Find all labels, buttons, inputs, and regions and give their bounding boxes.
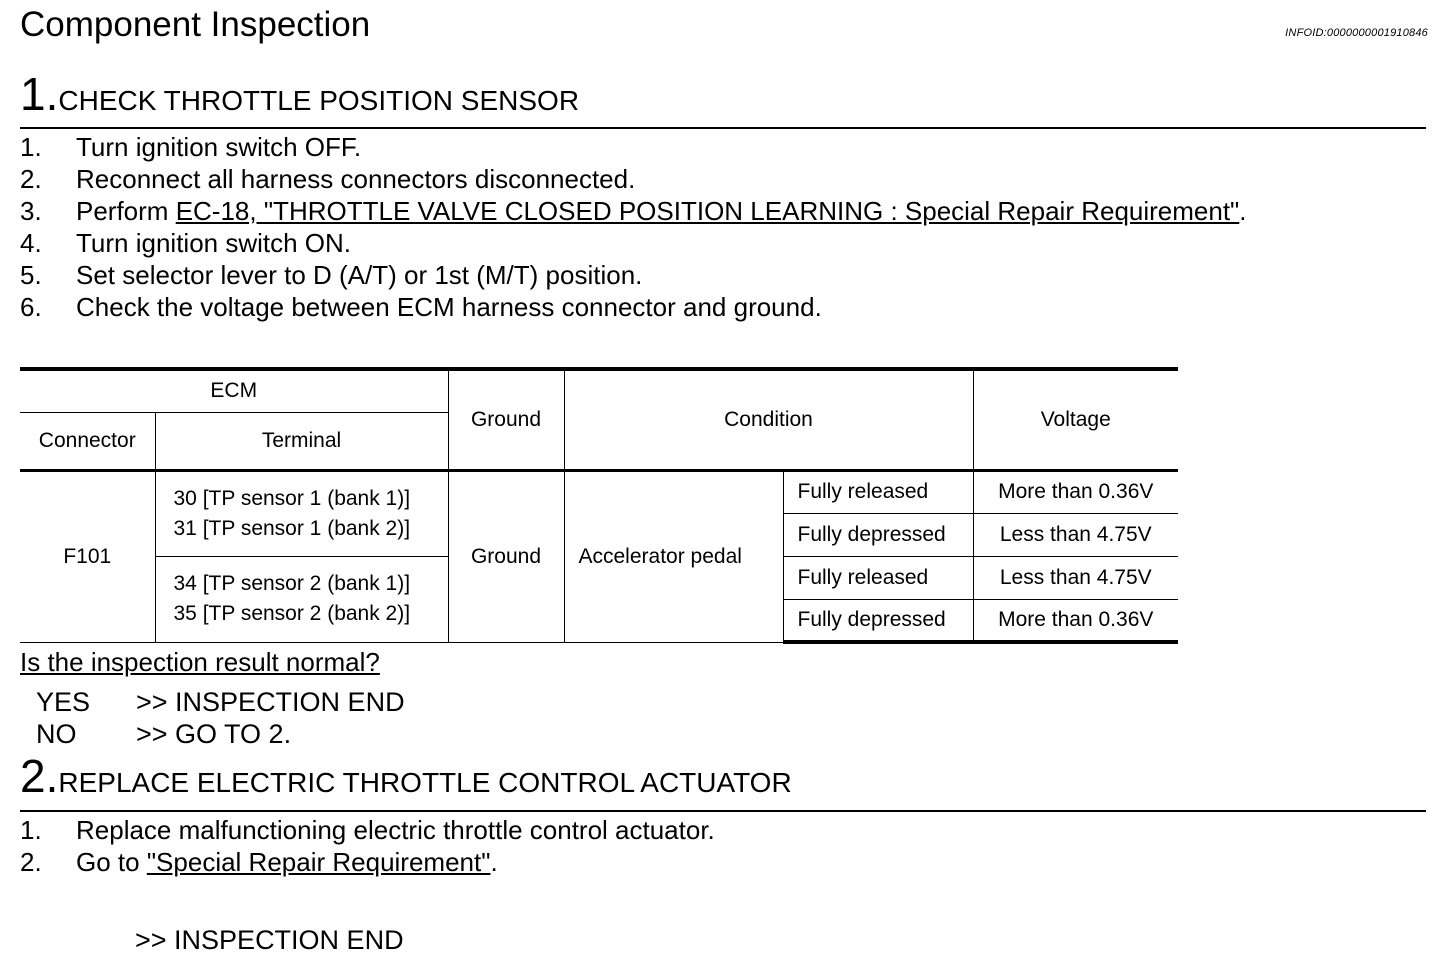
voltage-cell: Less than 4.75V (973, 513, 1178, 556)
list-item: 1. Turn ignition switch OFF. (20, 132, 362, 162)
step-1-heading (20, 68, 580, 120)
info-id: INFOID:0000000001910846 (1285, 27, 1428, 39)
list-item: 2. Go to "Special Repair Requirement". (20, 847, 498, 877)
special-repair-link[interactable]: "Special Repair Requirement" (146, 847, 491, 877)
list-item: 4. Turn ignition switch ON. (20, 228, 352, 258)
condition-header: Condition (564, 369, 973, 470)
inspection-end: >> INSPECTION END (135, 925, 404, 955)
ground-header: Ground (448, 369, 564, 470)
step-1-divider (20, 127, 1426, 129)
voltage-header: Voltage (973, 369, 1178, 470)
page-title: Component Inspection (20, 5, 371, 44)
step-2-number: 2. (20, 750, 59, 802)
list-item: 6. Check the voltage between ECM harness connector and ground. (20, 292, 822, 322)
list-item: 2. Reconnect all harness connectors disconnected. (20, 164, 636, 194)
terminal-cell: 34 [TP sensor 2 (bank 1)] 35 [TP sensor 2 (bank 2)] (155, 556, 448, 642)
terminal-cell: 30 [TP sensor 1 (bank 1)] 31 [TP sensor 1 (bank 2)] (155, 470, 448, 556)
yes-answer: YES >> INSPECTION END (36, 687, 405, 717)
list-item: 3. Perform EC-18, "THROTTLE VALVE CLOSED POSITION LEARNING : Special Repair Requirement". (20, 196, 1247, 226)
voltage-cell: More than 0.36V (973, 599, 1178, 642)
condition-cell: Fully released (783, 556, 973, 599)
ecm-header: ECM (20, 369, 448, 412)
voltage-cell: Less than 4.75V (973, 556, 1178, 599)
throttle-learning-link[interactable]: EC-18, "THROTTLE VALVE CLOSED POSITION LEARNING : Special Repair Requirement" (175, 196, 1240, 226)
table-row (20, 470, 1178, 513)
result-answers (36, 686, 405, 750)
step-2-divider (20, 810, 1426, 812)
condition-cell: Fully depressed (783, 599, 973, 642)
condition-main-cell: Accelerator pedal (564, 470, 783, 642)
step-2-heading (20, 750, 792, 802)
connector-cell: F101 (20, 470, 155, 642)
result-question: Is the inspection result normal? (20, 647, 380, 677)
voltage-spec-table (20, 367, 1178, 644)
step-2-title: REPLACE ELECTRIC THROTTLE CONTROL ACTUATOR (58, 767, 792, 798)
ground-cell: Ground (448, 470, 564, 642)
step-1-title: CHECK THROTTLE POSITION SENSOR (58, 85, 580, 116)
condition-cell: Fully depressed (783, 513, 973, 556)
voltage-cell: More than 0.36V (973, 470, 1178, 513)
condition-cell: Fully released (783, 470, 973, 513)
list-item: 5. Set selector lever to D (A/T) or 1st (M/T) position. (20, 260, 643, 290)
step-1-list (20, 131, 1247, 323)
no-answer: NO >> GO TO 2. (36, 719, 292, 749)
step-1-number: 1. (20, 68, 59, 120)
list-item: 1. Replace malfunctioning electric throttle control actuator. (20, 815, 715, 845)
step-2-list (20, 814, 715, 878)
terminal-header: Terminal (155, 412, 448, 470)
connector-header: Connector (20, 412, 155, 470)
